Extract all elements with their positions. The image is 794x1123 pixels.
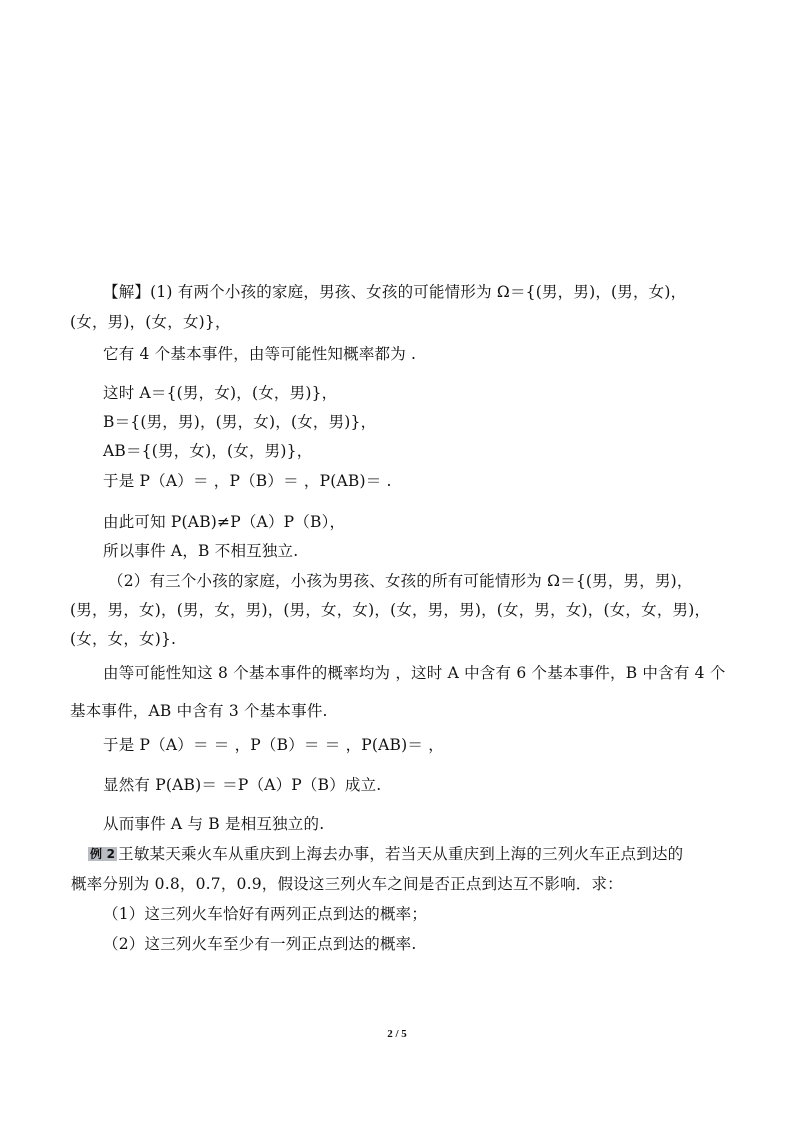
solution-line-9: 所以事件 A，B 不相互独立. [103,542,299,560]
page-number: 2 / 5 [387,1028,407,1040]
example-badge: 例 2 [90,847,116,861]
solution-line-2: (女，男)，(女，女)}， [70,313,231,331]
solution-line-7: 于是 P（A）＝ ，P（B）＝ ，P(AB)＝ . [103,472,392,490]
solution-line-11: (男，男，女)，(男，女，男)，(男，女，女)，(女，男，男)，(女，男，女)，(女，女，男)， [70,601,711,619]
example-2-text: 王敏某天乘火车从重庆到上海去办事，若当天从重庆到上海的三列火车正点到达的 [118,845,684,863]
solution-line-5: B＝{(男，男)，(男，女)，(女，男)}， [103,413,377,431]
example-2-line-2: 概率分别为 0.8，0.7，0.9，假设这三列火车之间是否正点到达互不影响．求： [71,875,623,893]
example-2-question-1: （1）这三列火车恰好有两列正点到达的概率； [103,905,428,923]
solution-line-3: 它有 4 个基本事件，由等可能性知概率都为 . [103,345,417,363]
example-2-line-1 [88,843,683,865]
solution-line-4: 这时 A＝{(男，女)，(女，男)}， [103,384,338,402]
example-2-question-2: （2）这三列火车至少有一列正点到达的概率. [103,935,417,953]
solution-line-12: (女，女，女)}. [70,630,177,648]
solution-line-6: AB＝{(男，女)，(女，男)}， [103,442,313,460]
solution-line-14: 基本事件，AB 中含有 3 个基本事件. [70,702,328,720]
solution-line-13: 由等可能性知这 8 个基本事件的概率均为 ，这时 A 中含有 6 个基本事件，B 中含有 4 个 [103,664,726,682]
solution-line-16: 显然有 P(AB)＝ ＝P（A）P（B）成立. [103,776,382,794]
solution-line-15: 于是 P（A）＝ ＝ ，P（B）＝ ＝ ，P(AB)＝ ， [103,736,444,754]
solution-line-10: （2）有三个小孩的家庭，小孩为男孩、女孩的所有可能情形为 Ω＝{(男，男，男)， [108,572,693,590]
solution-line-17: 从而事件 A 与 B 是相互独立的. [103,815,325,833]
solution-line-1: 【解】(1) 有两个小孩的家庭，男孩、女孩的可能情形为 Ω＝{(男，男)，(男，女)， [103,283,687,301]
solution-line-8: 由此可知 P(AB)≠P（A）P（B）， [103,513,346,531]
